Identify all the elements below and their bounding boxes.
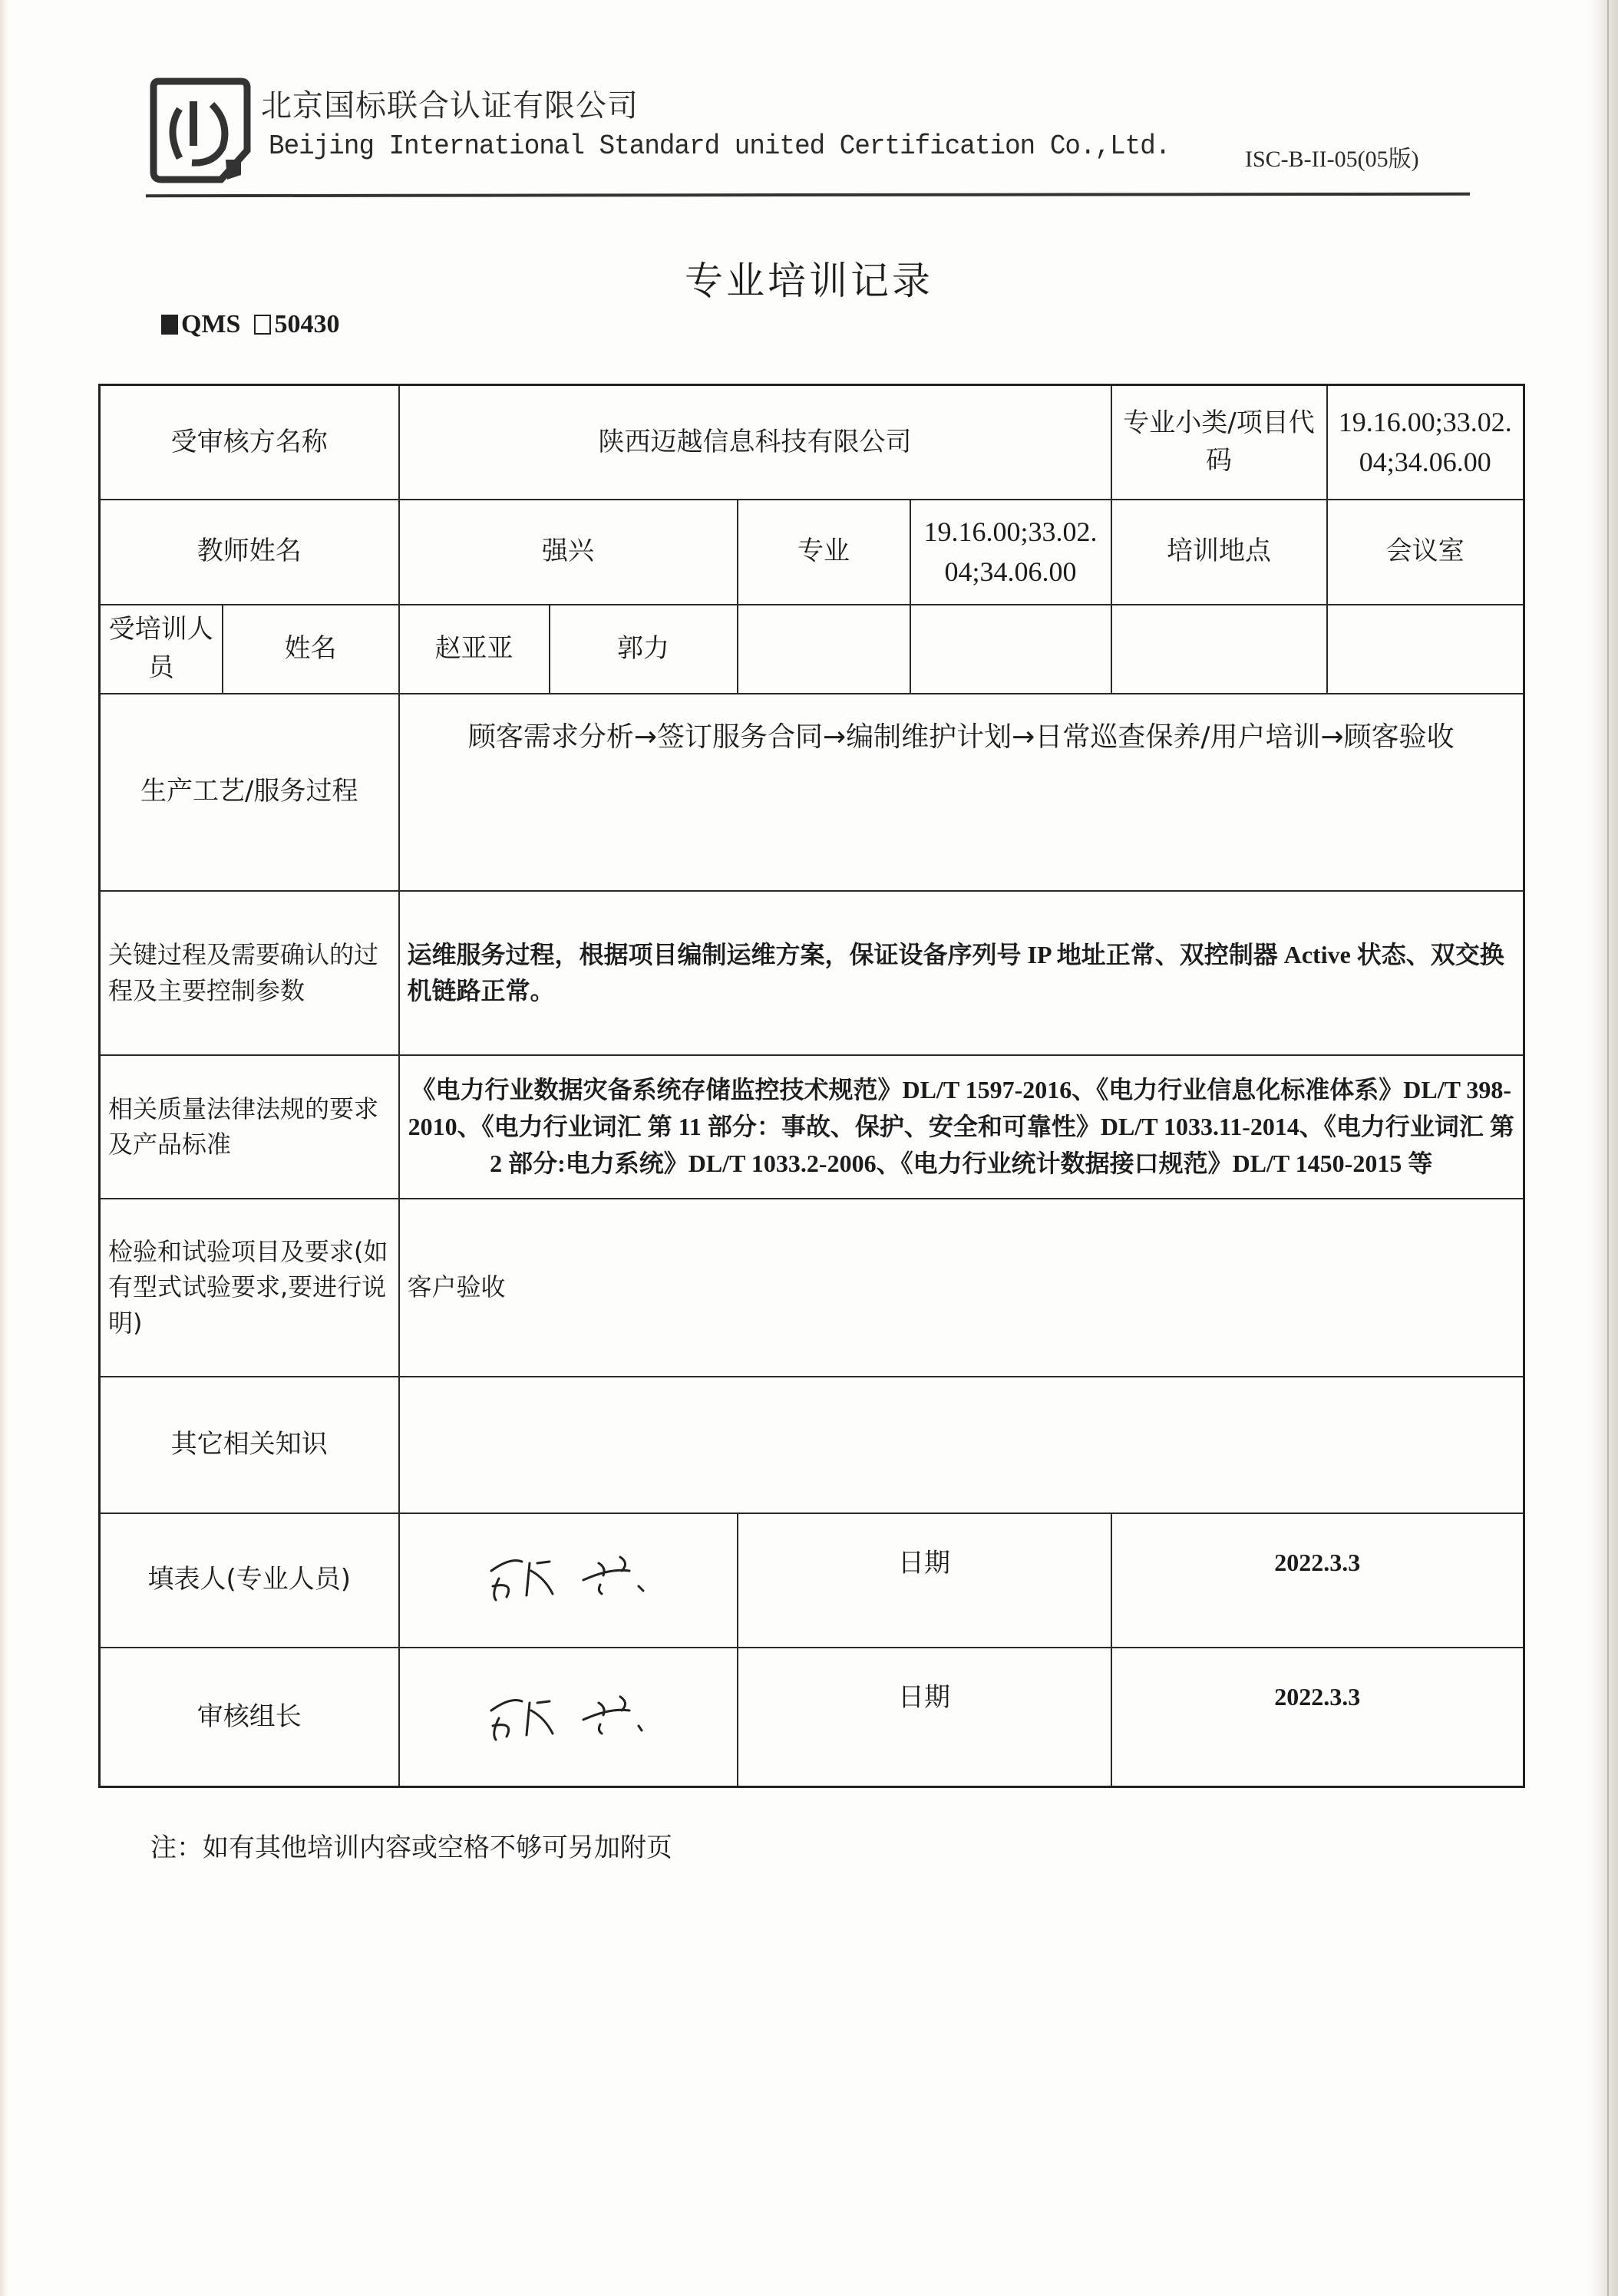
other-label: 其它相关知识 — [100, 1377, 399, 1513]
form-code: ISC-B-II-05(05版) — [1245, 147, 1419, 172]
table-row-teacher — [100, 500, 1524, 605]
filler-date: 2022.3.3 — [1111, 1513, 1524, 1648]
table-row-filler — [100, 1513, 1524, 1648]
leader-signature — [399, 1648, 738, 1787]
handwritten-signature-icon — [476, 1677, 660, 1746]
table-row-trainees — [100, 605, 1524, 694]
leader-date: 2022.3.3 — [1111, 1648, 1524, 1787]
inspection-value: 客户验收 — [399, 1199, 1524, 1377]
trainee-cell — [1111, 605, 1327, 694]
process-label: 生产工艺/服务过程 — [100, 694, 399, 891]
checkbox-checked-icon[interactable] — [161, 315, 178, 335]
leader-date-label: 日期 — [738, 1648, 1111, 1787]
category-value: 19.16.00;33.02.04;34.06.00 — [1327, 385, 1524, 500]
location-value: 会议室 — [1327, 500, 1524, 605]
auditee-label: 受审核方名称 — [100, 385, 399, 500]
major-label: 专业 — [738, 500, 910, 605]
paper-edge-right — [1587, 0, 1618, 2296]
major-value: 19.16.00;33.02.04;34.06.00 — [910, 500, 1111, 605]
trainee-cell — [910, 605, 1111, 694]
company-name-cn: 北京国标联合认证有限公司 — [261, 88, 639, 124]
trainee-cell: 郭力 — [550, 605, 738, 694]
other-value — [399, 1377, 1524, 1513]
header-divider — [146, 193, 1470, 197]
training-record-table — [98, 384, 1525, 1788]
table-row-leader — [100, 1648, 1524, 1787]
leader-label: 审核组长 — [100, 1648, 399, 1787]
table-row-auditee — [100, 385, 1524, 500]
checkbox-label: QMS — [181, 310, 241, 338]
location-label: 培训地点 — [1111, 500, 1327, 605]
key-process-value: 运维服务过程，根据项目编制运维方案，保证设备序列号 IP 地址正常、双控制器 Active 状态、双交换机链路正常。 — [399, 891, 1524, 1055]
checkbox-label: 50430 — [274, 310, 340, 338]
table-row-key-process — [100, 891, 1524, 1055]
paper-edge-left — [0, 0, 8, 2296]
filler-label: 填表人(专业人员) — [100, 1513, 399, 1648]
auditee-value: 陕西迈越信息科技有限公司 — [399, 385, 1111, 500]
checkbox-qms[interactable] — [161, 310, 240, 339]
trainees-label: 受培训人员 — [100, 605, 223, 694]
table-row-process — [100, 694, 1524, 891]
key-process-label: 关键过程及需要确认的过程及主要控制参数 — [100, 891, 399, 1055]
inspection-label: 检验和试验项目及要求(如有型式试验要求,要进行说明) — [100, 1199, 399, 1377]
teacher-value: 强兴 — [399, 500, 738, 605]
category-label: 专业小类/项目代码 — [1111, 385, 1327, 500]
trainee-cell — [738, 605, 910, 694]
table-row-inspection — [100, 1199, 1524, 1377]
trainee-cell — [1327, 605, 1524, 694]
paper-edge-line — [1607, 0, 1609, 2296]
system-checkboxes — [161, 310, 339, 339]
filler-date-label: 日期 — [738, 1513, 1111, 1648]
trainee-cell: 赵亚亚 — [399, 605, 550, 694]
teacher-label: 教师姓名 — [100, 500, 399, 605]
table-row-regulations — [100, 1055, 1524, 1199]
trainees-name-label: 姓名 — [223, 605, 399, 694]
regulations-label: 相关质量法律法规的要求及产品标准 — [100, 1055, 399, 1199]
handwritten-signature-icon — [476, 1540, 660, 1609]
footnote: 注：如有其他培训内容或空格不够可另加附页 — [150, 1833, 672, 1863]
page-title: 专业培训记录 — [685, 259, 933, 303]
regulations-value: 《电力行业数据灾备系统存储监控技术规范》DL/T 1597-2016、《电力行业信息化标准体系》DL/T 398-2010、《电力行业词汇 第 11 部分：事故、保护、安全和可靠性》DL/T 1033.11-2014、《电力行业词汇 第 2 部分:电力系统》DL/T 1033.2-2006、《电力行业统计数据接口规范》DL/T 1450-2015 等 — [399, 1055, 1524, 1199]
process-value: 顾客需求分析→签订服务合同→编制维护计划→日常巡查保养/用户培训→顾客验收 — [399, 694, 1524, 891]
filler-signature — [399, 1513, 738, 1648]
checkbox-unchecked-icon[interactable] — [254, 315, 271, 335]
table-row-other — [100, 1377, 1524, 1513]
company-logo-icon — [147, 74, 255, 186]
checkbox-50430[interactable] — [254, 310, 339, 339]
company-name-en: Beijing International Standard united Certification Co.,Ltd. — [269, 130, 1171, 162]
